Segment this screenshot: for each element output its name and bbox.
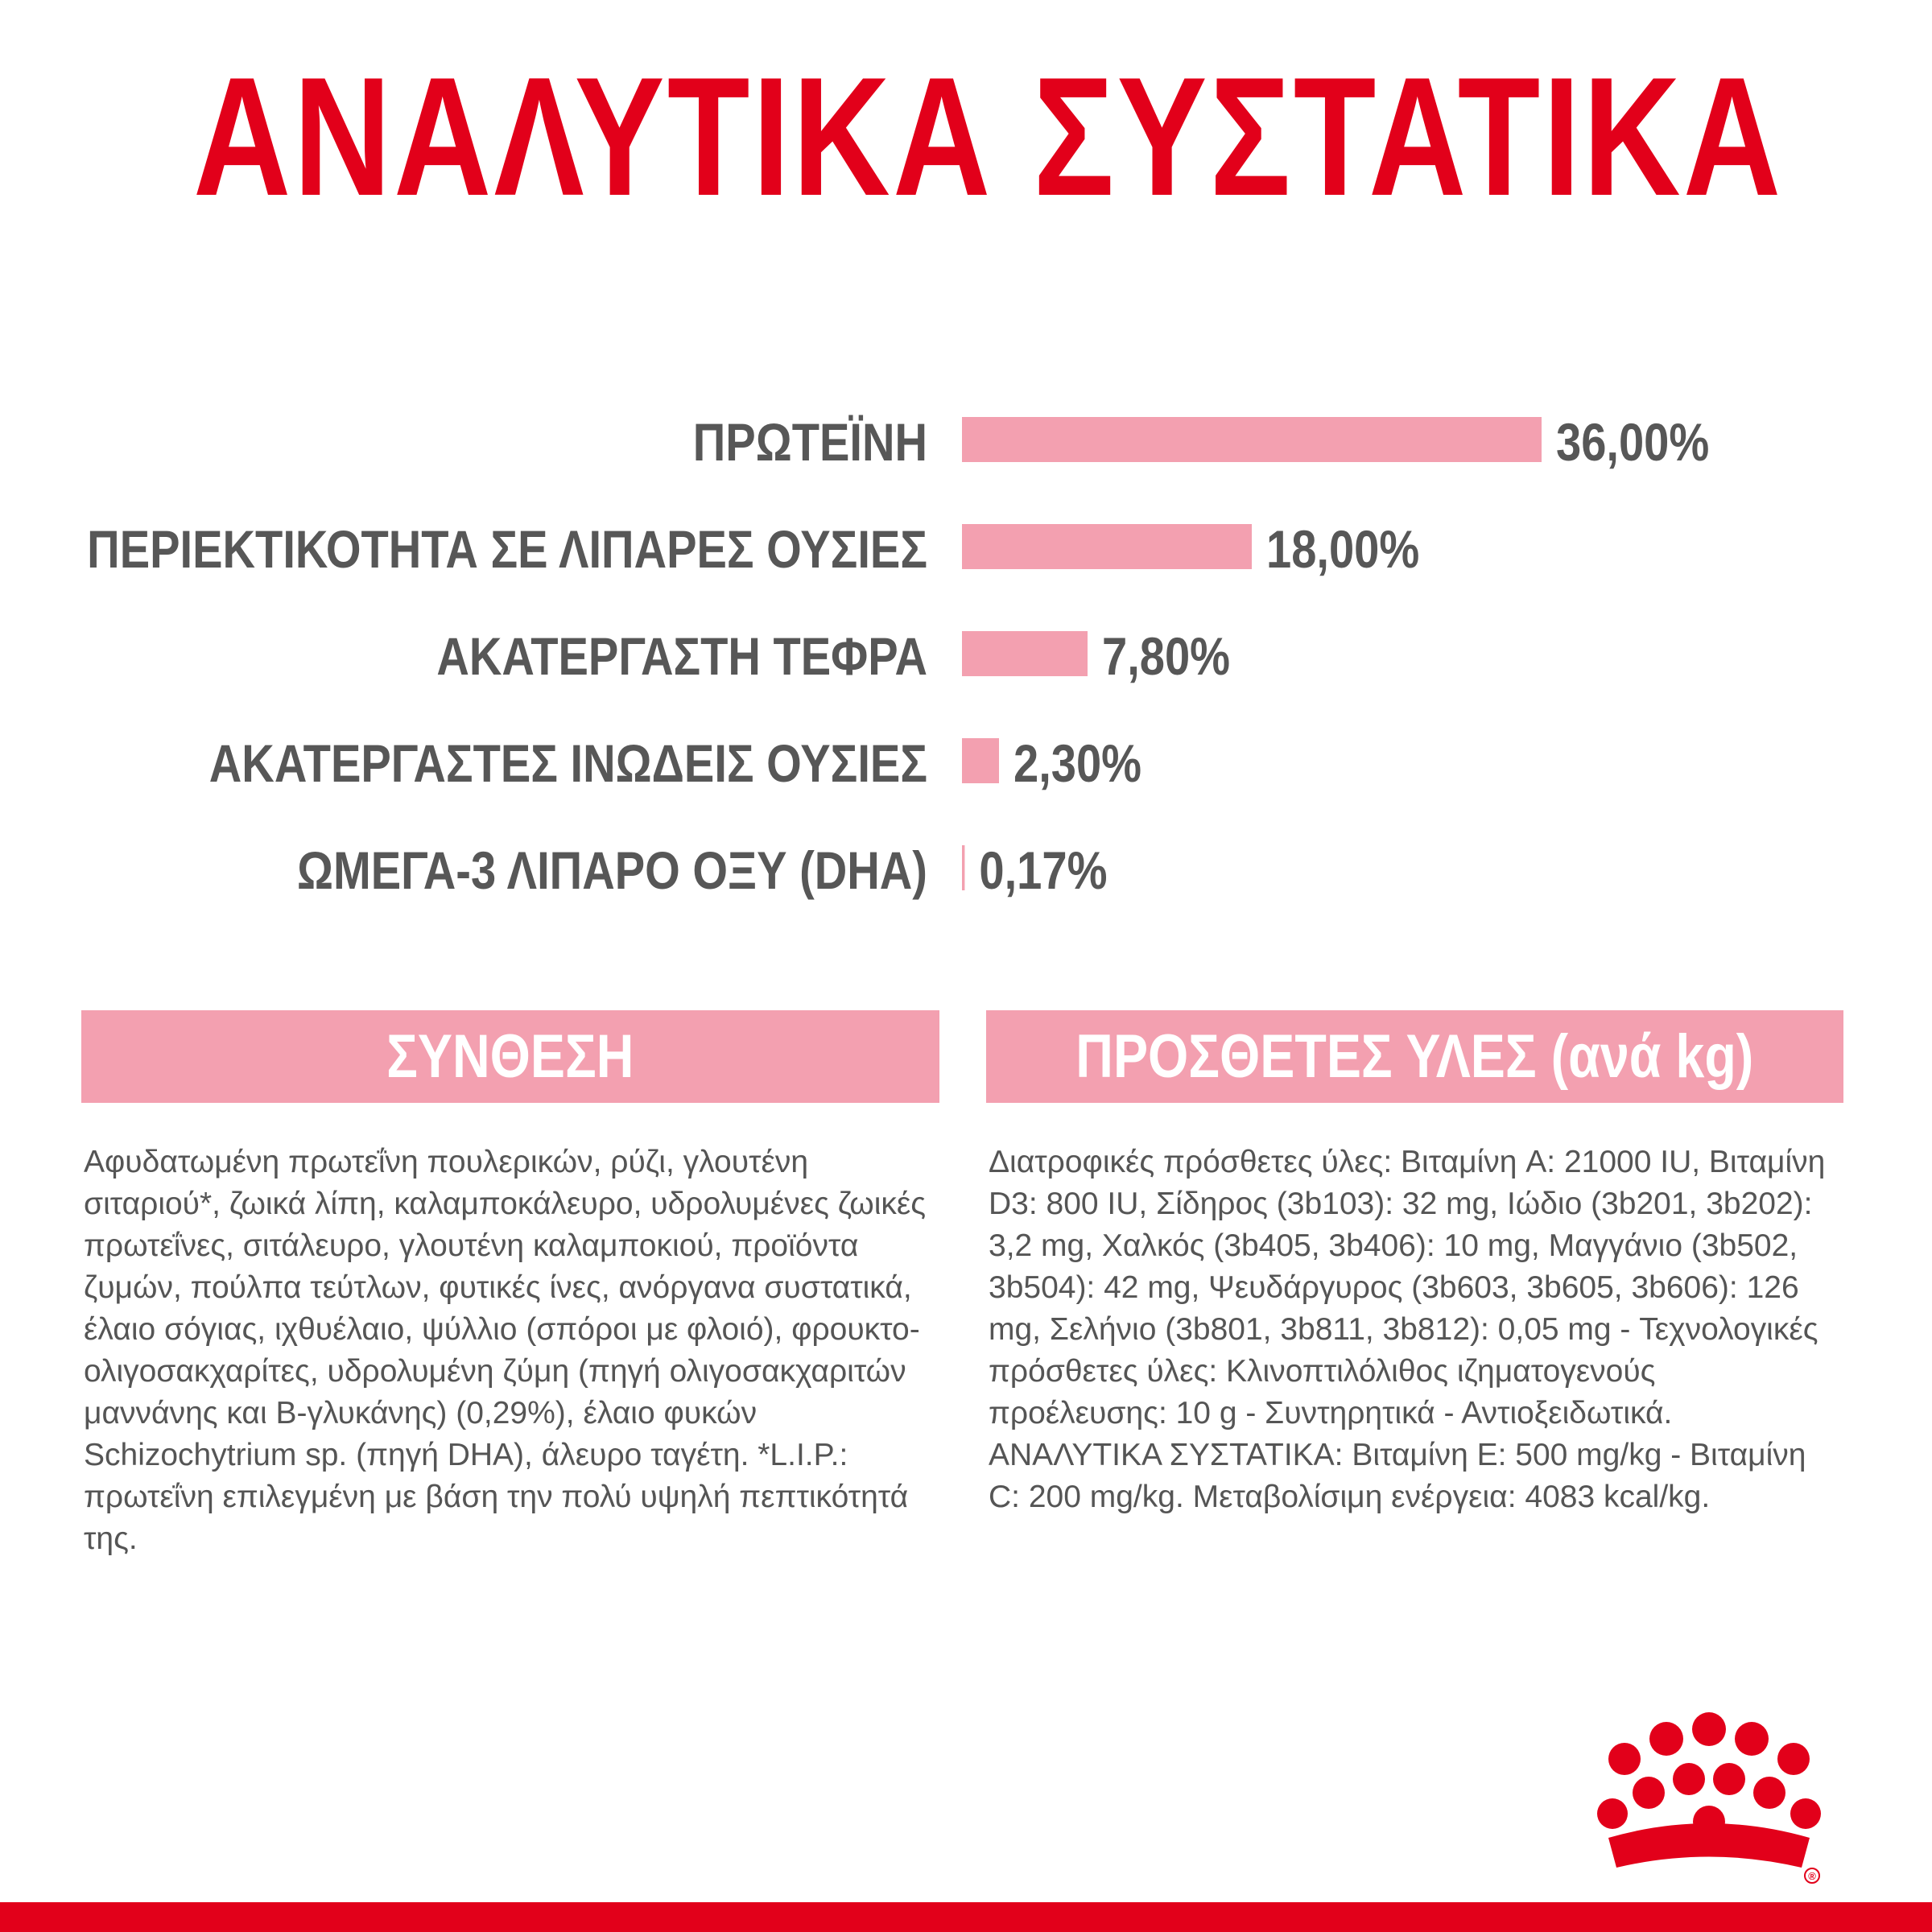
additives-analytical-text: ΑΝΑΛΥΤΙΚΑ ΣΥΣΤΑΤΙΚΑ: Βιταμίνη E: 500 mg/kg - Βιταμίνη C: 200 mg/kg. Μεταβολίσιμη ενέργεια: 4083 kcal/kg.	[989, 1438, 1806, 1514]
bar-category-label: ΠΕΡΙΕΚΤΙΚΟΤΗΤΑ ΣΕ ΛΙΠΑΡΕΣ ΟΥΣΙΕΣ	[87, 519, 927, 580]
bar-value-label: 2,30%	[1013, 733, 1142, 794]
registered-mark: ®	[1808, 1870, 1816, 1882]
nutrient-bar-chart	[0, 402, 1932, 966]
royal-canin-crown-icon	[1584, 1703, 1834, 1888]
bar-category-label: ΑΚΑΤΕΡΓΑΣΤΕΣ ΙΝΩΔΕΙΣ ΟΥΣΙΕΣ	[208, 733, 928, 794]
bar	[962, 524, 1252, 569]
composition-title: ΣΥΝΘΕΣΗ	[386, 1022, 634, 1091]
bar-category-label: ΑΚΑΤΕΡΓΑΣΤΗ ΤΕΦΡΑ	[436, 626, 927, 687]
bar	[962, 738, 999, 783]
bar	[962, 631, 1088, 676]
bar	[962, 845, 964, 890]
additives-header	[986, 1010, 1843, 1103]
bar-category-label: ΠΡΩΤΕΪΝΗ	[692, 412, 927, 473]
composition-header	[81, 1010, 939, 1103]
bar-value-label: 36,00%	[1556, 412, 1710, 473]
bar-category-label: ΩΜΕΓΑ-3 ΛΙΠΑΡΟ ΟΞΥ (DHA)	[297, 840, 927, 901]
additives-title: ΠΡΟΣΘΕΤΕΣ ΥΛΕΣ (ανά kg)	[1075, 1022, 1754, 1091]
bar-value-label: 18,00%	[1266, 519, 1420, 580]
bottom-brand-bar	[0, 1902, 1932, 1932]
additives-body	[989, 1141, 1834, 1518]
additives-text: Διατροφικές πρόσθετες ύλες: Βιταμίνη A: 21000 IU, Βιταμίνη D3: 800 IU, Σίδηρος (3b103): 32 mg, Ιώδιο (3b201, 3b202): 3,2 mg, Χαλκός (3b405, 3b406): 10 mg, Μαγγάνιο (3b502, 3b504): 42 mg, Ψευδάργυρος (3b603, 3b605, 3b606): 126 mg, Σελήνιο (3b801, 3b811, 3b812): 0,05 mg - Τεχνολογικές πρόσθετες ύλες: Κλινοπτιλόλιθος ιζηματογενούς προέλευσης: 10 g - Συντηρητικά - Αντιοξειδωτικά.	[989, 1145, 1826, 1430]
bar	[962, 417, 1542, 462]
composition-text: Αφυδατωμένη πρωτεΐνη πουλερικών, ρύζι, γλουτένη σιταριού*, ζωικά λίπη, καλαμποκάλευρο, υδρολυμένες ζωικές πρωτεΐνες, σιτάλευρο, γλουτένη καλαμποκιού, προϊόντα ζυμών, πούλπα τεύτλων, φυτικές ίνες, ανόργανα συστατικά, έλαιο σόγιας, ιχθυέλαιο, ψύλλιο (σπόροι με φλοιό), φρουκτο-ολιγοσακχαρίτες, υδρολυμένη ζύμη (πηγή ολιγοσακχαριτών μαννάνης και Β-γλυκάνης) (0,29%), έλαιο φυκών Schizochytrium sp. (πηγή DHA), άλευρο ταγέτη. *L.I.P.: πρωτεΐνη επιλεγμένη με βάση την πολύ υψηλή πεπτικότητά της.	[84, 1145, 927, 1556]
bar-value-label: 7,80%	[1102, 626, 1231, 687]
composition-body	[84, 1141, 929, 1560]
bar-value-label: 0,17%	[979, 840, 1108, 901]
page-title: ΑΝΑΛΥΤΙΚΑ ΣΥΣΤΑΤΙΚΑ	[193, 42, 1784, 231]
